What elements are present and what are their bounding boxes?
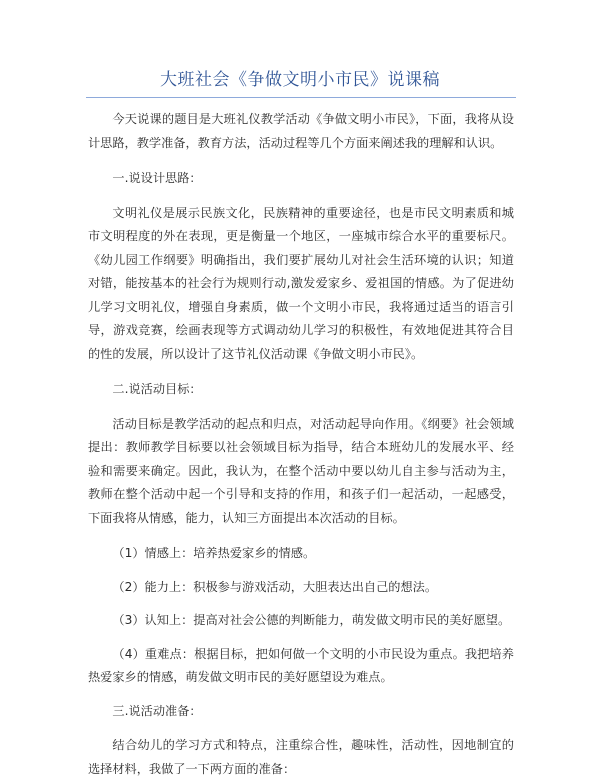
section-heading-goals: 二.说活动目标： [112, 382, 202, 396]
preparation-paragraph: 结合幼儿的学习方式和特点，注重综合性，趣味性，活动性，因地制宜的选择材料，我做了一下两方面的准备： [88, 738, 514, 776]
section-heading-design: 一.说设计思路： [112, 171, 202, 185]
document-title: 大班社会《争做文明小市民》说课稿 [160, 70, 440, 90]
intro-paragraph: 今天说课的题目是大班礼仪教学活动《争做文明小市民》，下面，我将从设计思路，教学准备，教育方法，活动过程等几个方面来阐述我的理解和认识。 [88, 112, 514, 150]
goal-item-cognition: （3）认知上：提高对社会公德的判断能力，萌发做文明市民的美好愿望。 [112, 613, 511, 627]
goal-item-ability: （2）能力上：积极参与游戏活动，大胆表达出自己的想法。 [112, 579, 438, 594]
goal-item-key-points: （4）重难点：根据目标，把如何做一个文明的小市民设为重点。我把培养热爱家乡的情感，萌发做文明市民的美好愿望设为难点。 [88, 646, 514, 684]
document-body [88, 108, 514, 776]
goals-paragraph: 活动目标是教学活动的起点和归点，对活动起导向作用。《纲要》社会领域提出：教师教学目标要以社会领域目标为指导，结合本班幼儿的发展水平、经验和需要来确定。因此，我认为，在整个活动中要以幼儿自主参与活动为主，教师在整个活动中起一个引导和支持的作用，和孩子们一起活动，一起感受，下面我将从情感，能力，认知三方面提出本次活动的目标。 [88, 416, 514, 525]
goal-item-emotion: （1）情感上：培养热爱家乡的情感。 [112, 546, 316, 560]
section-heading-preparation: 三.说活动准备： [112, 703, 202, 718]
design-paragraph: 文明礼仪是展示民族文化，民族精神的重要途径，也是市民文明素质和城市文明程度的外在表现，更是衡量一个地区，一座城市综合水平的重要标尺。《幼儿园工作纲要》明确指出，我们要扩展幼儿对社会生活环境的认识；知道对错，能按基本的社会行为规则行动,激发爱家乡、爱祖国的情感。为了促进幼儿学习文明礼仪，增强自身素质，做一个文明小市民，我将通过适当的语言引导，游戏竞赛，绘画表现等方式调动幼儿学习的积极性，有效地促进其符合目的性的发展，所以设计了这节礼仪活动课《争做文明小市民》。 [88, 205, 514, 361]
title-underline [86, 97, 516, 98]
